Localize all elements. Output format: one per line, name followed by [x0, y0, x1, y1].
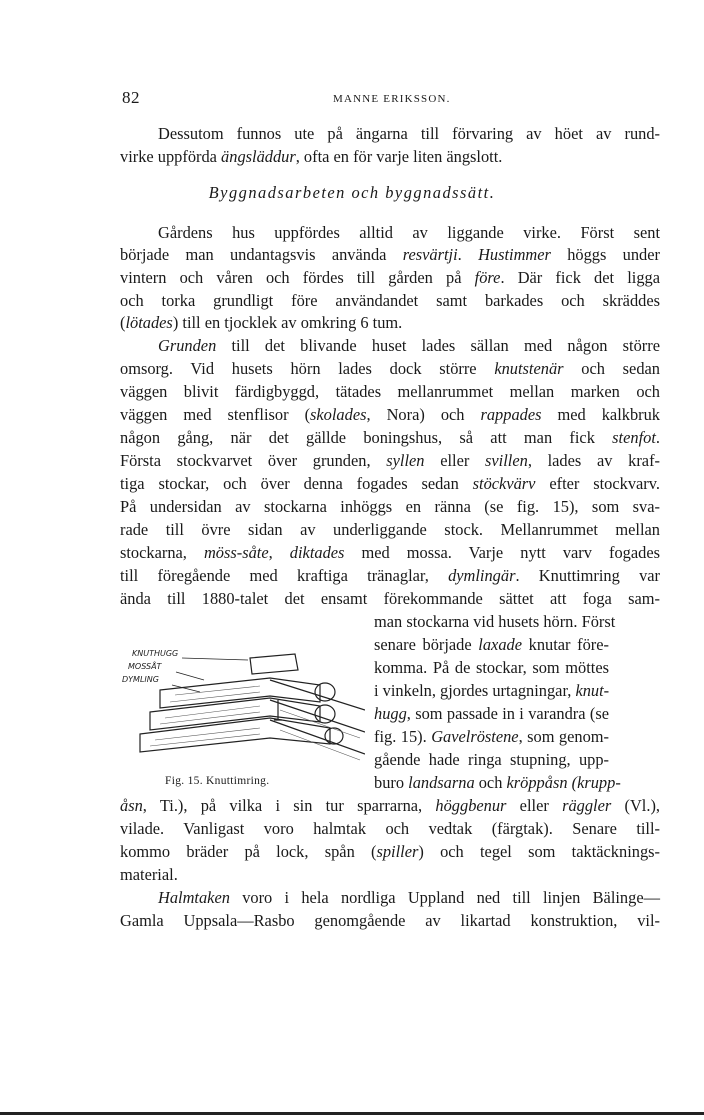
italic-term: stenfot	[612, 428, 656, 447]
paragraph-line	[374, 611, 616, 633]
paragraph-line	[120, 267, 660, 289]
paragraph-line	[120, 123, 660, 145]
italic-term: svillen	[485, 451, 528, 470]
text-run: eller	[424, 451, 486, 470]
text-run: , lades av kraf-	[527, 451, 660, 470]
italic-term: Grunden	[158, 336, 217, 355]
page-number: 82	[122, 88, 140, 107]
paragraph-line	[120, 312, 402, 334]
text-run: kommo bräder på lock, spån (	[120, 842, 377, 861]
italic-term: räggler	[562, 796, 612, 815]
text-run: och	[474, 773, 507, 792]
paragraph-line	[120, 146, 502, 168]
italic-term: stöckvärv	[472, 474, 536, 493]
italic-term: höggbenur	[435, 796, 507, 815]
italic-term: landsarna	[408, 773, 475, 792]
text-run: , som passade in i varandra (se	[406, 704, 609, 723]
text-run: rade till övre sidan av underliggande stock. Mellanrummet mellan	[120, 520, 660, 539]
running-head: MANNE ERIKSSON.	[333, 93, 451, 105]
text-run: eller	[506, 796, 563, 815]
text-run: omsorg. Vid husets hörn lades dock större	[120, 359, 495, 378]
paragraph-line	[120, 427, 660, 449]
text-run: .	[457, 245, 479, 264]
italic-term: Gavelröstene	[431, 727, 519, 746]
paragraph-line	[120, 496, 660, 518]
text-run: Dessutom funnos ute på ängarna till förvaring av höet av rund-	[158, 124, 660, 143]
paragraph-line	[120, 335, 660, 357]
italic-term: diktades	[289, 543, 345, 562]
text-run: , som genom-	[518, 727, 609, 746]
text-run: ) till en tjocklek av omkring 6 tum.	[172, 313, 403, 332]
italic-term: skolades	[310, 405, 367, 424]
text-run: ,	[268, 543, 290, 562]
text-run: Gamla Uppsala—Rasbo genomgående av likartad konstruktion, vil-	[120, 911, 660, 930]
paragraph-line	[374, 772, 621, 794]
text-run: i vinkeln, gjordes urtagningar,	[374, 681, 576, 700]
text-run: , Nora) och	[366, 405, 481, 424]
text-run: någon gång, när det gällde boningshus, så att man fick	[120, 428, 613, 447]
italic-term: åsn	[120, 796, 143, 815]
paragraph-line	[120, 473, 660, 495]
italic-term: lötades	[125, 313, 173, 332]
text-run: började man undantagsvis använda	[120, 245, 403, 264]
text-run: efter stockvarv.	[535, 474, 660, 493]
text-run: tiga stockar, och över denna fogades sedan	[120, 474, 473, 493]
paragraph-line	[374, 703, 609, 725]
paragraph-line	[120, 910, 660, 932]
paragraph-line	[374, 726, 609, 748]
paragraph-line	[120, 887, 660, 909]
italic-term: ängsläddur	[221, 147, 296, 166]
paragraph-line	[374, 634, 609, 656]
text-run: fig. 15).	[374, 727, 432, 746]
text-run: med kalkbruk	[541, 405, 660, 424]
text-run: gående hade ringa stupning, upp-	[374, 750, 609, 769]
italic-term: före	[474, 268, 501, 287]
text-run: material.	[120, 865, 178, 884]
knuttimring-figure	[120, 640, 365, 770]
italic-term: Halmtaken	[158, 888, 230, 907]
text-run: och torka grundligt före användandet samt barkades och skräddes	[120, 291, 660, 310]
figure-label: DYMLING	[122, 675, 159, 684]
text-run: . Där fick det ligga	[500, 268, 660, 287]
paragraph-line	[120, 358, 660, 380]
text-run: komma. På de stockar, som möttes	[374, 658, 609, 677]
figure-label: KNUTHUGG	[132, 649, 179, 658]
text-run: virke uppförda	[120, 147, 222, 166]
paragraph-line	[120, 290, 660, 312]
text-run: Gårdens hus uppfördes alltid av liggande virke. Först sent	[158, 223, 660, 242]
figure-caption: Fig. 15. Knuttimring.	[165, 775, 270, 787]
text-run: väggen blivit färdigbyggd, tätades mellanrummet mellan marken och	[120, 382, 660, 401]
paragraph-line	[374, 680, 609, 702]
italic-term: syllen	[386, 451, 425, 470]
text-run: stockarna,	[120, 543, 204, 562]
text-run: till det blivande huset lades sällan med någon större	[216, 336, 660, 355]
text-run: höggs under	[550, 245, 660, 264]
paragraph-line	[120, 222, 660, 244]
text-run: till föregående med kraftiga tränaglar,	[120, 566, 449, 585]
italic-term: hugg	[374, 704, 407, 723]
paragraph-line	[120, 450, 660, 472]
text-run: vilade. Vanligast voro halmtak och vedtak (färgtak). Senare till-	[120, 819, 660, 838]
italic-term: kröppåsn (krupp-	[506, 773, 621, 792]
text-run: (Vl.),	[611, 796, 660, 815]
paragraph-line	[120, 519, 660, 541]
italic-term: Hustimmer	[478, 245, 551, 264]
section-heading: Byggnadsarbeten och byggnadssätt.	[208, 183, 496, 202]
italic-term: resvärtji	[402, 245, 458, 264]
paragraph-line	[374, 657, 609, 679]
text-run: senare började	[374, 635, 479, 654]
text-run: man stockarna vid husets hörn. Först	[374, 612, 616, 631]
text-run: (	[120, 313, 126, 332]
paragraph-line	[120, 404, 660, 426]
paragraph-line	[374, 749, 609, 771]
italic-term: möss-såte	[203, 543, 269, 562]
text-run: väggen med stenflisor (	[120, 405, 311, 424]
paragraph-line	[120, 542, 660, 564]
bottom-rule	[0, 1112, 704, 1115]
italic-term: knut-	[575, 681, 610, 700]
text-run: . Knuttimring var	[515, 566, 660, 585]
italic-term: dymlingär	[448, 566, 516, 585]
paragraph-line	[120, 565, 660, 587]
text-run: knutar före-	[522, 635, 609, 654]
text-run: med mossa. Varje nytt varv fogades	[344, 543, 660, 562]
paragraph-line	[120, 864, 178, 886]
text-run: voro i hela nordliga Uppland ned till linjen Bälinge—	[229, 888, 660, 907]
italic-term: spiller	[376, 842, 419, 861]
italic-term: knutstenär	[494, 359, 564, 378]
text-run: ) och tegel som taktäcknings-	[418, 842, 660, 861]
paragraph-line	[120, 244, 660, 266]
text-run: vintern och våren och fördes till gården på	[120, 268, 475, 287]
paragraph-line	[120, 818, 660, 840]
text-run: , ofta en för varje liten ängslott.	[295, 147, 503, 166]
paragraph-line	[120, 841, 660, 863]
paragraph-line	[120, 795, 660, 817]
text-run: Första stockvarvet över grunden,	[120, 451, 387, 470]
italic-term: rappades	[480, 405, 542, 424]
text-run: På undersidan av stockarna inhöggs en ränna (se fig. 15), som sva-	[120, 497, 660, 516]
paragraph-line	[120, 588, 660, 610]
text-run: ända till 1880-talet det ensamt förekommande sättet att foga sam-	[120, 589, 660, 608]
text-run: och sedan	[563, 359, 660, 378]
paragraph-line	[120, 381, 660, 403]
text-run: .	[655, 428, 660, 447]
text-run: , Ti.), på vilka i sin tur sparrarna,	[142, 796, 436, 815]
text-run: buro	[374, 773, 409, 792]
italic-term: laxade	[478, 635, 522, 654]
figure-label: MOSSÅT	[128, 662, 162, 671]
